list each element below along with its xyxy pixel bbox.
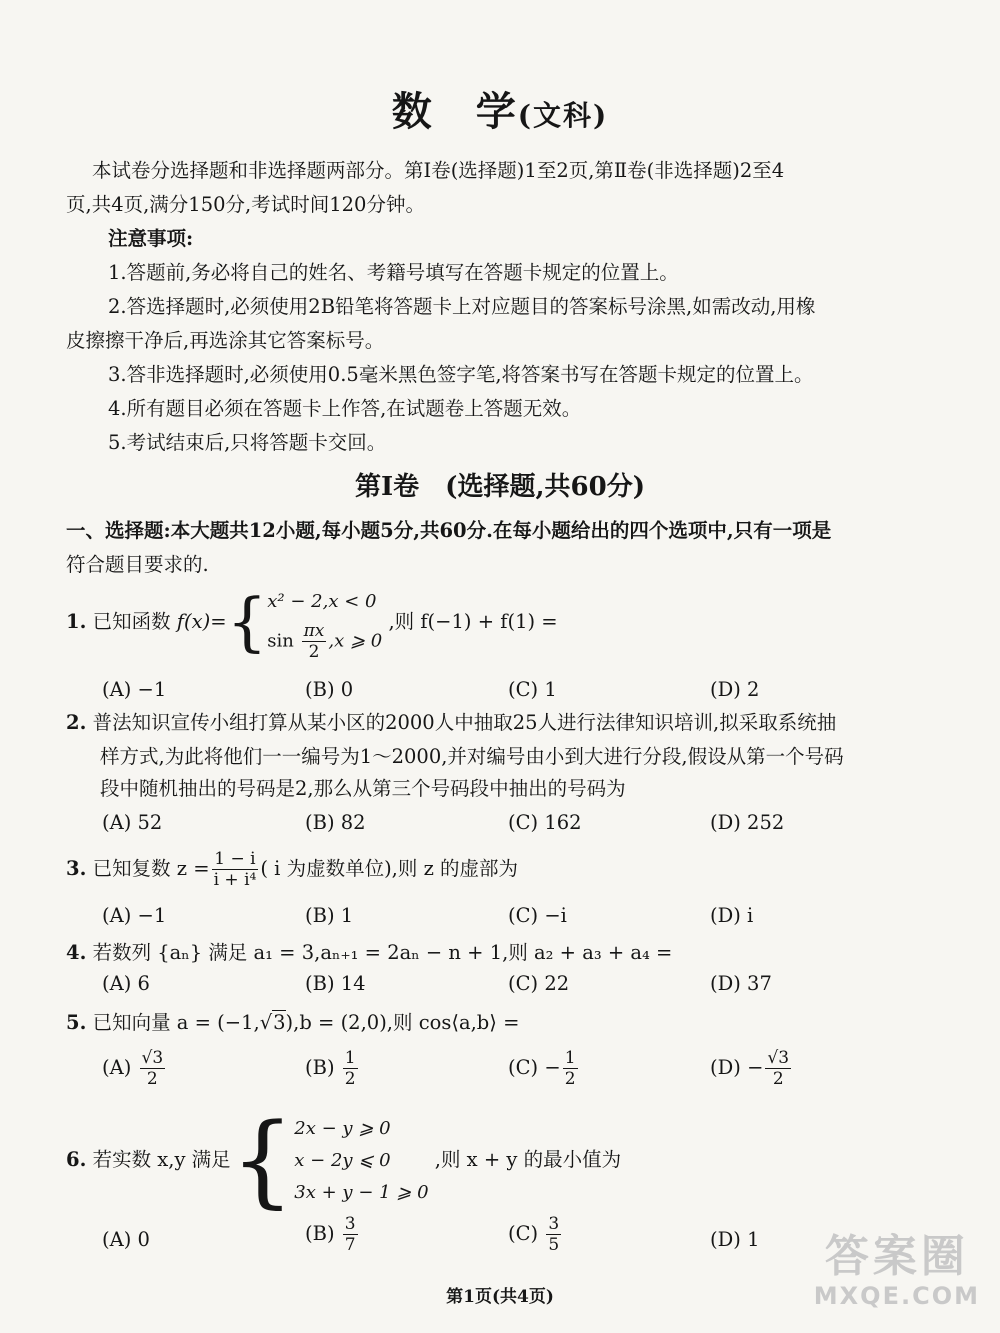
q6-cases (294, 1113, 428, 1209)
q5-c-sign: − (544, 1056, 561, 1079)
question-5: 5. 已知向量 a = (−1,√3),b = (2,0),则 cos⟨a,b⟩ = (66, 1011, 520, 1034)
watermark-top: 答案圈 (824, 1231, 969, 1282)
q4-option-a: (A) 6 (102, 972, 150, 995)
q1-frac-num: πx (303, 621, 325, 641)
q2-option-b: (B) 82 (305, 811, 366, 834)
q5-option-c (508, 1048, 580, 1089)
q4-option-c: (C) 22 (508, 972, 570, 995)
q6-brace-icon: { (230, 1101, 295, 1219)
q1-case-1: x² − 2,x < 0 (267, 591, 377, 612)
part-one-text: 一、选择题:本大题共12小题,每小题5分,共60分.在每小题给出的四个选项中,只有一项是 (66, 519, 832, 542)
q6-constraint-2: x − 2y ⩽ 0 (294, 1149, 391, 1171)
q6-c-label: (C) (508, 1222, 539, 1245)
q3-option-b: (B) 1 (305, 904, 354, 927)
q4-option-b: (B) 14 (305, 972, 366, 995)
watermark-bottom: MXQE.COM (813, 1282, 980, 1310)
q6-d-label: (D) (710, 1228, 741, 1251)
note-2a: 2.答选择题时,必须使用2B铅笔将答题卡上对应题目的答案标号涂黑,如需改动,用橡 (108, 295, 816, 318)
q3-option-d: (D) i (710, 904, 754, 927)
q1-case-2 (267, 621, 382, 662)
q5-option-a (102, 1048, 167, 1089)
q3-frac-num: 1 − i (214, 849, 256, 869)
q6-c-den: 5 (548, 1235, 560, 1255)
question-4 (66, 936, 672, 970)
page-footer: 第1页(共4页) (446, 1287, 554, 1307)
q4-text: 若数列 {aₙ} 满足 a₁ = 3,aₙ₊₁ = 2aₙ − n + 1,则 a₂ + a₃ + a₄ = (92, 941, 673, 964)
q5-d-den: 2 (772, 1069, 784, 1089)
page-title (0, 80, 1000, 137)
q1-cases (267, 583, 382, 662)
q2-number: 2. (66, 711, 87, 734)
q3-option-c: (C) −i (508, 904, 567, 927)
q6-c-num: 3 (548, 1214, 560, 1234)
q2-line-1: 普法知识宣传小组打算从某小区的2000人中抽取25人进行法律知识培训,拟采取系统抽 (92, 711, 837, 734)
q5-a-fraction (140, 1048, 166, 1089)
q3-pre: 已知复数 z = (92, 857, 210, 880)
q5-number: 5. (66, 1011, 87, 1034)
q1-option-b: (B) 0 (305, 678, 354, 701)
q1-brace-icon: { (226, 585, 268, 660)
q5-c-fraction (563, 1048, 578, 1089)
q5-d-num: √3 (767, 1048, 790, 1068)
q4-option-d: (D) 37 (710, 972, 772, 995)
q5-c-label: (C) (508, 1056, 539, 1079)
q1-fx: f(x)= (176, 610, 227, 633)
q5-sqrt: 3 (273, 1011, 286, 1034)
q5-c-den: 2 (564, 1069, 576, 1089)
q6-option-c (508, 1214, 563, 1255)
q3-fraction (212, 849, 259, 890)
q5-b-num: 1 (344, 1048, 356, 1068)
q6-option-b (305, 1214, 360, 1255)
note-1: 1.答题前,务必将自己的姓名、考籍号填写在答题卡规定的位置上。 (108, 261, 679, 284)
q6-option-d (710, 1228, 759, 1251)
q1-ask: ,则 f(−1) + f(1) = (388, 610, 558, 633)
q6-b-den: 7 (344, 1235, 356, 1255)
q1-option-a: (A) −1 (102, 678, 167, 701)
q2-line-3: 段中随机抽出的号码是2,那么从第三个号码段中抽出的号码为 (100, 777, 626, 800)
q6-b-fraction (343, 1214, 358, 1255)
q6-option-a (102, 1228, 150, 1251)
q6-b-label: (B) (305, 1222, 335, 1245)
q2-option-c: (C) 162 (508, 811, 582, 834)
q5-b-den: 2 (344, 1069, 356, 1089)
part-one-line-2: 符合题目要求的. (66, 553, 209, 576)
question-6 (66, 1101, 622, 1219)
q6-a-label: (A) (102, 1228, 132, 1251)
q5-pre: 已知向量 a = (−1, (92, 1011, 260, 1034)
q5-post: ),b = (2,0),则 cos⟨a,b⟩ = (285, 1011, 520, 1034)
intro-line-2: 页,共4页,满分150分,考试时间120分钟。 (66, 193, 425, 216)
q2-line-2: 样方式,为此将他们一一编号为1～2000,并对编号由小到大进行分段,假设从第一个号码 (100, 745, 844, 768)
q6-a-value: 0 (137, 1228, 150, 1251)
q1-option-d: (D) 2 (710, 678, 760, 701)
note-4: 4.所有题目必须在答题卡上作答,在试题卷上答题无效。 (108, 397, 582, 420)
q5-option-d (710, 1048, 793, 1089)
q4-number: 4. (66, 941, 87, 964)
q1-option-c: (C) 1 (508, 678, 557, 701)
note-3: 3.答非选择题时,必须使用0.5毫米黑色签字笔,将答案书写在答题卡规定的位置上。 (108, 363, 814, 386)
intro-line-1: 本试卷分选择题和非选择题两部分。第Ⅰ卷(选择题)1至2页,第Ⅱ卷(非选择题)2至4 (92, 159, 785, 182)
question-1 (66, 582, 558, 662)
q6-c-fraction (546, 1214, 561, 1255)
watermark-logo (814, 1232, 980, 1310)
q1-case-2-fraction (302, 621, 327, 662)
q3-frac-den: i + i⁴ (213, 870, 257, 890)
q5-a-label: (A) (102, 1056, 132, 1079)
title-text: 数 学 (391, 88, 518, 135)
q5-b-fraction (343, 1048, 358, 1089)
q3-post: ( i 为虚数单位),则 z 的虚部为 (260, 857, 519, 880)
q6-number: 6. (66, 1148, 87, 1171)
title-subtitle: (文科) (517, 99, 609, 132)
q1-text: 已知函数 (92, 610, 171, 633)
q5-b-label: (B) (305, 1056, 335, 1079)
q5-c-num: 1 (564, 1048, 576, 1068)
q2-option-a: (A) 52 (102, 811, 163, 834)
q6-d-value: 1 (747, 1228, 760, 1251)
q6-post: ,则 x + y 的最小值为 (434, 1148, 622, 1171)
q1-case-2-sin: sin (267, 630, 294, 652)
q5-d-fraction (765, 1048, 791, 1089)
q6-b-num: 3 (344, 1214, 356, 1234)
q1-case-2-cond: ,x ⩾ 0 (328, 630, 383, 652)
q1-number: 1. (66, 610, 87, 633)
q5-d-label: (D) (710, 1056, 741, 1079)
q5-option-b (305, 1048, 360, 1089)
q6-pre: 若实数 x,y 满足 (92, 1148, 231, 1171)
part-one-line-1 (66, 514, 831, 548)
question-2-line-1 (66, 706, 836, 740)
q6-constraint-1: 2x − y ⩾ 0 (294, 1117, 391, 1139)
q5-d-sign: − (747, 1056, 764, 1079)
q3-option-a: (A) −1 (102, 904, 167, 927)
section-title: 第Ⅰ卷 (选择题,共60分) (355, 472, 645, 502)
q5-a-num: √3 (141, 1048, 164, 1068)
note-2b: 皮擦擦干净后,再选涂其它答案标号。 (66, 329, 385, 352)
q1-frac-den: 2 (308, 642, 320, 662)
q3-number: 3. (66, 857, 87, 880)
note-5: 5.考试结束后,只将答题卡交回。 (108, 431, 387, 454)
q6-constraint-3: 3x + y − 1 ⩾ 0 (294, 1181, 429, 1203)
question-3 (66, 846, 518, 892)
q5-a-den: 2 (146, 1069, 158, 1089)
notes-heading: 注意事项: (108, 227, 194, 250)
q2-option-d: (D) 252 (710, 811, 785, 834)
